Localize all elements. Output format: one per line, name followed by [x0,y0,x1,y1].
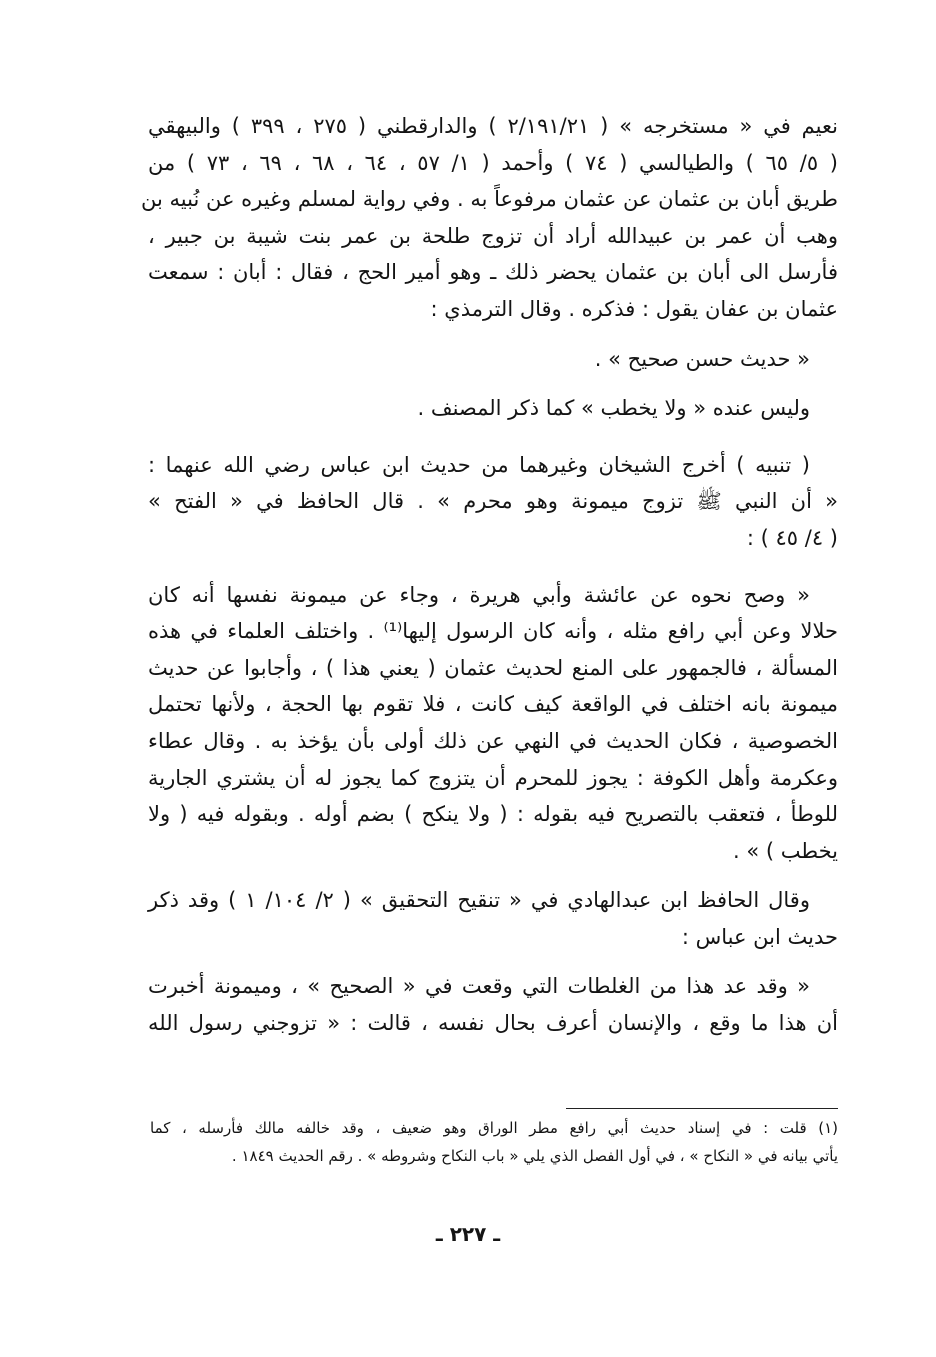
text-line: نعيم في « مستخرجه » ( ٢/١٩١/٢١ ) والدارقطني ( ٢٧٥ ، ٣٩٩ ) والبيهقي [148,114,838,138]
text-line: عثمان بن عفان يقول : فذكره . وقال الترمذي : [430,296,838,321]
text-line: وقال الحافظ ابن عبدالهادي في « تنقيح التحقيق » ( ٢/ ١٠٤/ ١ ) وقد ذكر [148,888,810,913]
text-line: حلالا وعن أبي رافع مثله ، وأنه كان الرسول إليها⁽¹⁾ . واختلف العلماء في هذه [148,619,838,644]
text-line: « أن النبي ﷺ تزوج ميمونة وهو محرم » . قال الحافظ في « الفتح » [148,489,838,514]
text-line: « وقد عد هذا من الغلطات التي وقعت في « الصحيح » ، وميمونة أخبرت [148,974,810,999]
text-line: وهب أن عمر بن عبيدالله أراد أن تزوج طلحة بن عمر بنت شيبة بن جبير ، [148,223,838,248]
footnotes [150,1114,838,1170]
text-line: ( تنبيه ) أخرج الشيخان وغيرهما من حديث ابن عباس رضي الله عنهما : [148,452,810,477]
text-line: ( ٥/ ٦٥ ) والطيالسي ( ٧٤ ) وأحمد ( ١/ ٥٧ ، ٦٤ ، ٦٨ ، ٦٩ ، ٧٣ ) من [148,150,838,175]
footnote-line: يأتي بيانه في « النكاح » ، في أول الفصل الذي يلي « باب النكاح وشروطه » . رقم الحديث ١٨٤٩ . [231,1147,838,1165]
text-line: ( ٤/ ٤٥ ) : [746,525,838,550]
text-line: الخصوصية ، فكان الحديث في النهي عن ذلك أولى بأن يؤخذ به . وقال عطاء [148,728,838,753]
quote-line: « حديث حسن صحيح » . [594,346,810,371]
text-line: فأرسل الى أبان بن عثمان يحضر ذلك ـ وهو أمير الحج ، فقال : أبان : سمعت [148,260,838,285]
footnote-line: (١) قلت : في إسناد حديث أبي رافع مطر الوراق وهو ضعيف ، وقد خالفه مالك فأرسله ، كما [150,1119,838,1137]
text-line: طريق أبان بن عثمان عن عثمان مرفوعاً به . وفي رواية لمسلم وغيره عن نُبيه بن [141,187,838,212]
page-number: ـ ٢٢٧ ـ [435,1222,501,1246]
text-line: يخطب ) » . [733,838,838,863]
text-line: أن هذا ما وقع ، والإنسان أعرف بحال نفسه ، قالت : « تزوجني رسول الله [148,1011,838,1036]
text-line: وعكرمة وأهل الكوفة : يجوز للمحرم أن يتزوج كما يجوز له أن يشتري الجارية [148,765,838,790]
text-line: للوطأ ، فتعقب بالتصريح فيه بقوله : ( ولا ينكح ) بضم أوله . وبقوله فيه ( ولا [148,802,838,827]
text-line: « وصح نحوه عن عائشة وأبي هريرة ، وجاء عن ميمونة نفسها أنه كان [148,582,810,607]
text-line: حديث ابن عباس : [681,924,838,949]
main-text [141,108,838,1042]
text-line: المسألة ، فالجمهور على المنع لحديث عثمان ( يعني هذا ) ، وأجابوا عن حديث [148,655,838,680]
text-line: ميمونة بانه اختلف في الواقعة كيف كانت ، فلا تقوم بها الحجة ، ولأنها تحتمل [148,692,838,717]
text-line: وليس عنده « ولا يخطب » كما ذكر المصنف . [417,396,810,421]
footnote-divider [566,1108,838,1109]
